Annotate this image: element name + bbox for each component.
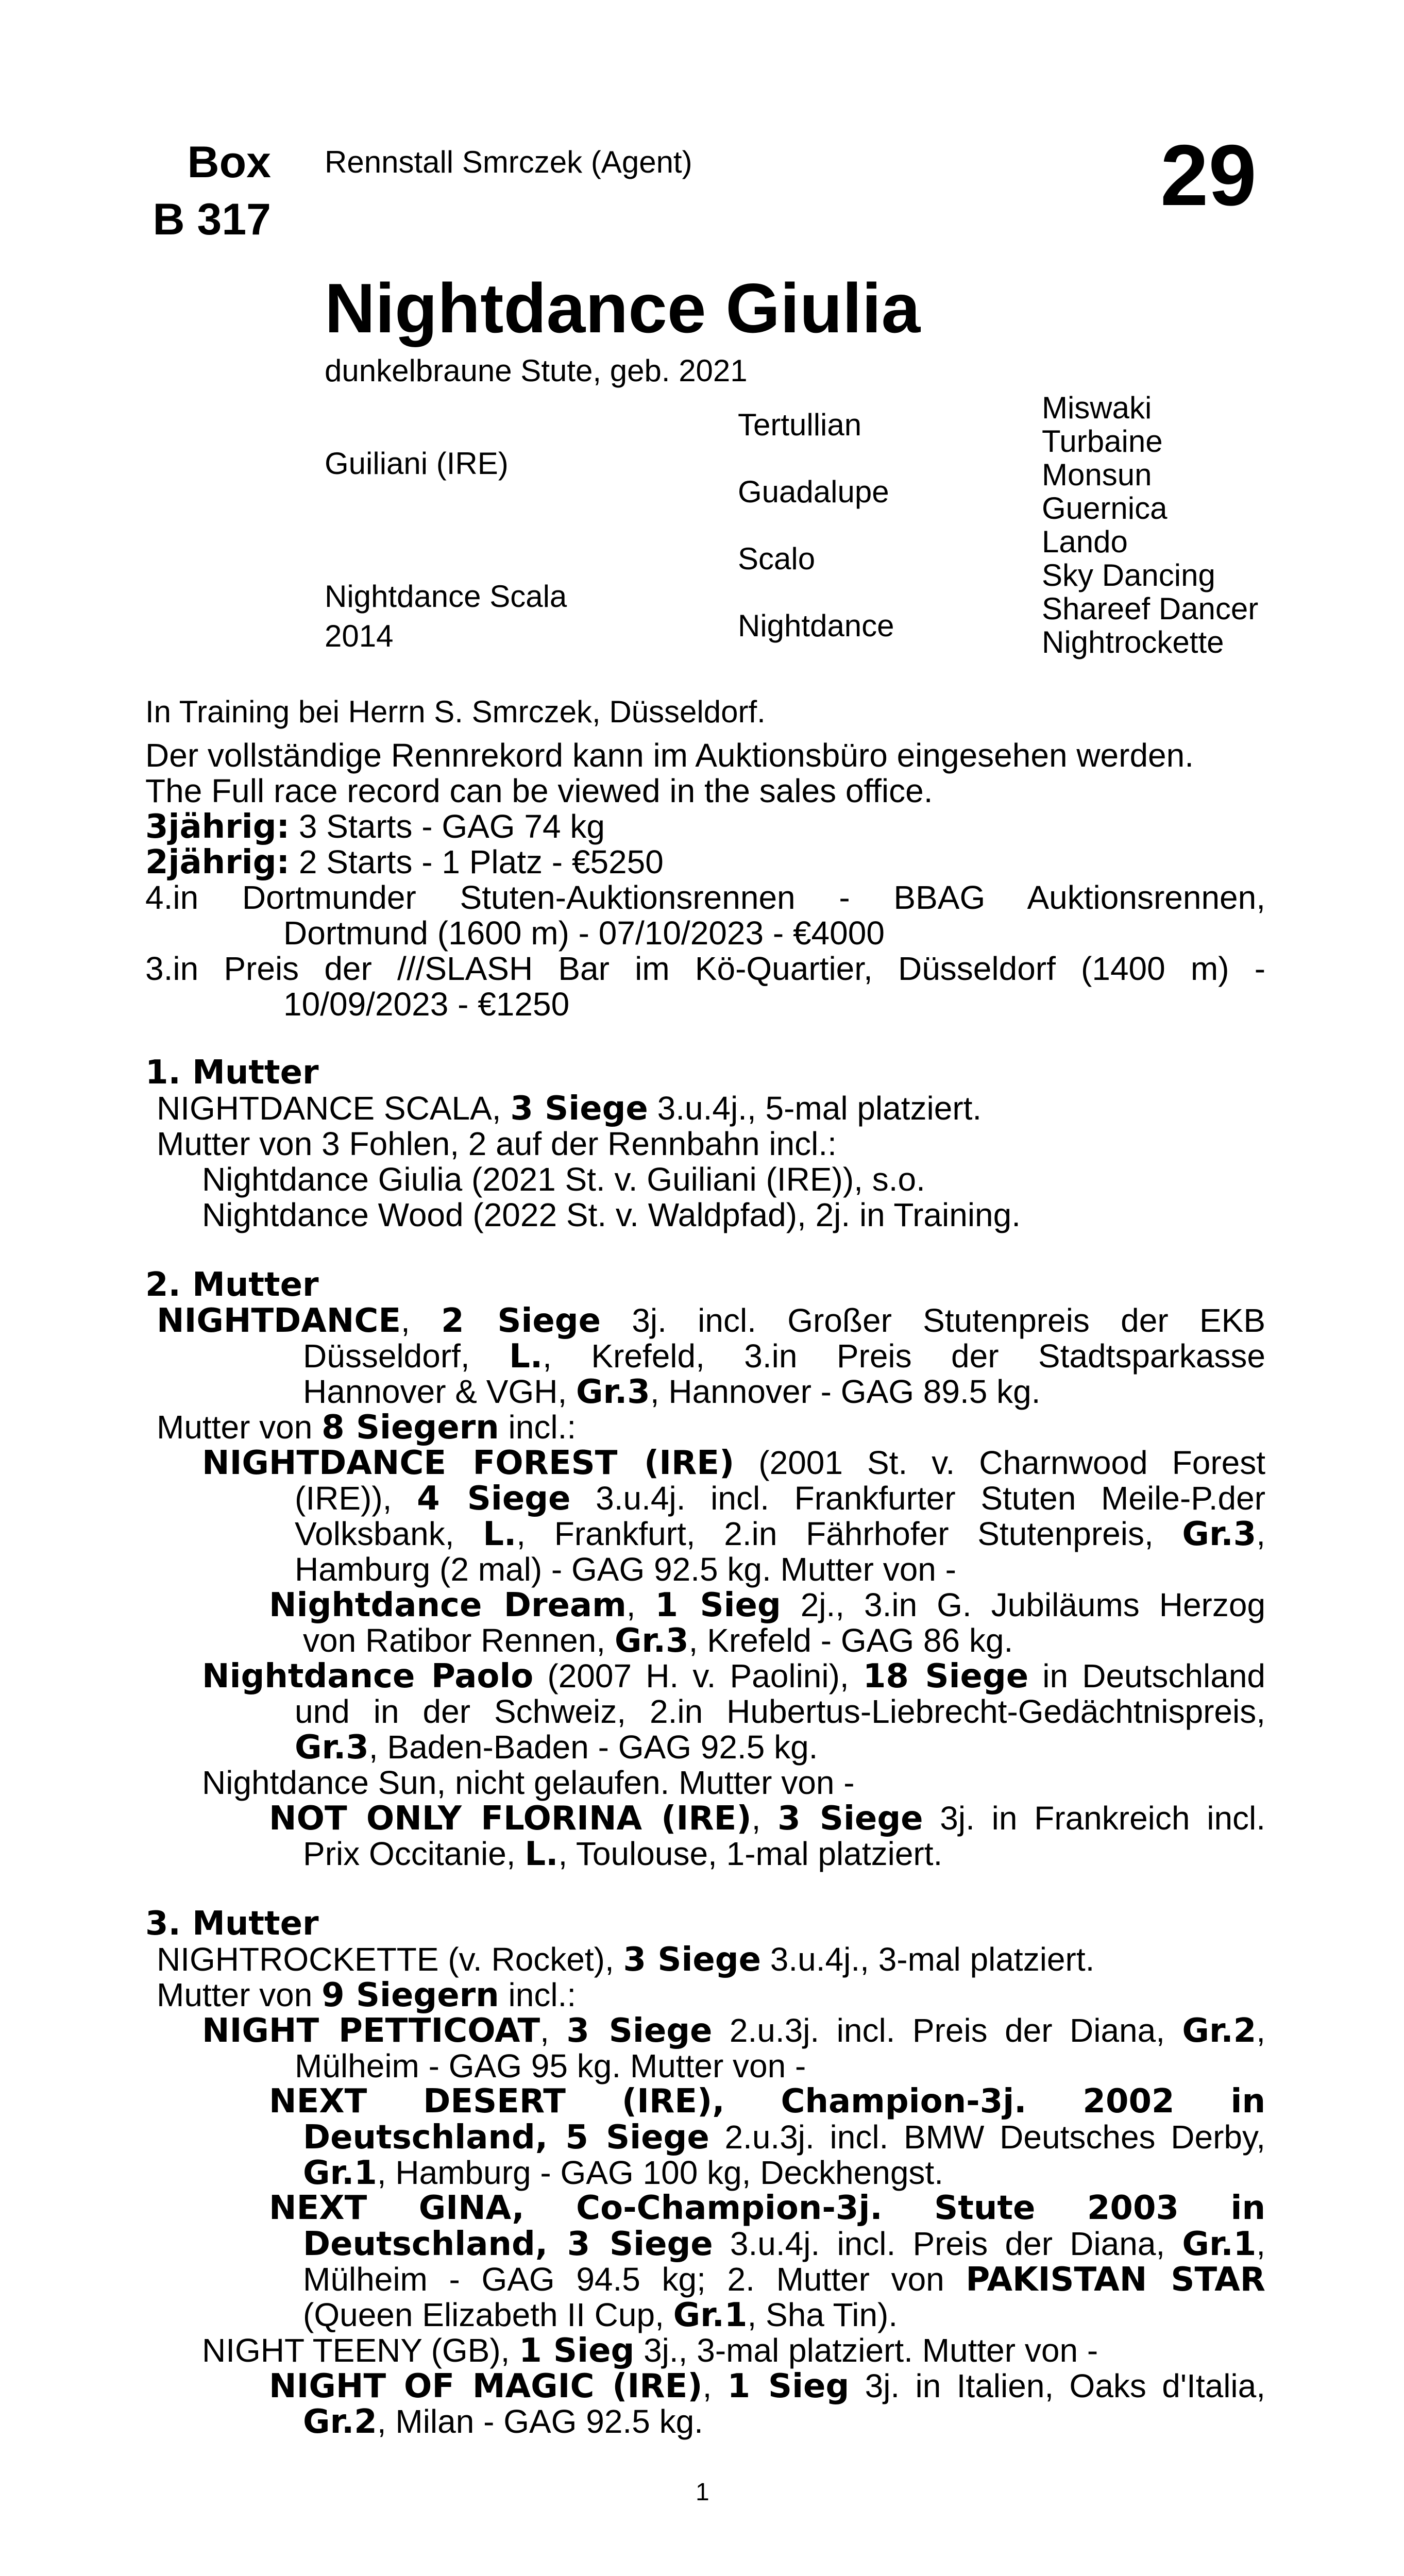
race-result-1: 4.in Dortmunder Stuten-Auktionsrennen - BBAG Auktionsrennen, <box>145 879 1265 916</box>
foal-name: NIGHTDANCE FOREST (IRE) <box>202 1444 735 1482</box>
record-2yo <box>145 844 664 880</box>
pedigree-ggp: Lando <box>1042 524 1128 559</box>
dam2-line <box>303 1374 1041 1410</box>
text: , Baden-Baden - GAG 92.5 kg. <box>368 1728 818 1766</box>
foal-name: NIGHT OF MAGIC (IRE) <box>269 2367 703 2405</box>
text: , Sha Tin). <box>747 2296 898 2333</box>
text: Mülheim - GAG 94.5 kg; 2. Mutter von <box>303 2261 966 2298</box>
text: Prix Occitanie, <box>303 1835 525 1872</box>
foal-name: NIGHT PETTICOAT <box>202 2012 540 2050</box>
text: 3j. in Italien, Oaks d'Italia, <box>849 2367 1266 2404</box>
dam2-produce <box>157 1410 576 1446</box>
text: (IRE)), <box>295 1480 417 1517</box>
pedigree-ggp: Turbaine <box>1042 424 1163 459</box>
record-3yo-text: 3 Starts - GAG 74 kg <box>290 808 605 845</box>
text: 3.u.4j., 3-mal platziert. <box>761 1941 1095 1978</box>
text: in Deutschland <box>1028 1657 1265 1694</box>
text: 3.u.4j. incl. Preis der Diana, <box>713 2225 1182 2262</box>
pedigree-ggp: Nightrockette <box>1042 625 1224 659</box>
box-label: Box <box>187 138 271 187</box>
dam3-produce-item <box>202 2333 1098 2369</box>
box-number: B 317 <box>153 195 271 244</box>
dam2-produce-item: Hamburg (2 mal) - GAG 92.5 kg. Mutter von - <box>295 1551 956 1588</box>
dam3-produce <box>157 1977 576 2013</box>
pedigree-dam: Nightdance Scala <box>325 579 567 614</box>
pedigree-ggp: Shareef Dancer <box>1042 591 1259 626</box>
dam2-heading: 2. Mutter <box>145 1266 319 1304</box>
text: Mutter von <box>157 1976 322 2013</box>
text: incl.: <box>499 1976 577 2013</box>
pedigree-ggp: Monsun <box>1042 457 1152 492</box>
dam1-name: NIGHTDANCE SCALA, <box>157 1090 511 1127</box>
dam1-heading: 1. Mutter <box>145 1054 319 1092</box>
text: 3.u.4j. incl. Frankfurter Stuten Meile-P.der <box>570 1480 1266 1517</box>
race-result-2-detail: 10/09/2023 - €1250 <box>283 986 570 1023</box>
dam1-wins: 3 Siege <box>510 1090 648 1128</box>
pedigree-sire: Guiliani (IRE) <box>325 446 509 481</box>
dam2-produce-item: Nightdance Sun, nicht gelaufen. Mutter von - <box>202 1764 855 1801</box>
dam1-line <box>157 1091 982 1127</box>
dam3-grandproduce: NEXT DESERT (IRE), Champion-3j. 2002 in <box>269 2082 1265 2121</box>
sep: , <box>626 1586 655 1623</box>
dam3-line <box>157 1942 1094 1978</box>
dam2-grandproduce <box>303 1623 1013 1659</box>
horse-name: Nightdance Giulia <box>325 269 921 347</box>
group: Gr.3 <box>614 1622 689 1660</box>
dam2-produce-item <box>295 1481 1265 1517</box>
dam3-grandproduce <box>269 2368 1265 2404</box>
text: , Krefeld - GAG 86 kg. <box>688 1622 1013 1659</box>
dam2-name: NIGHTDANCE <box>157 1302 401 1340</box>
dam2-produce-item <box>295 1516 1265 1552</box>
pedigree-dam-dam: Nightdance <box>738 608 894 643</box>
foal-name: NOT ONLY FLORINA (IRE) <box>269 1800 752 1838</box>
record-2yo-text: 2 Starts - 1 Platz - €5250 <box>290 843 664 880</box>
text: 3j. in Frankreich incl. <box>923 1800 1266 1837</box>
text: Hannover & VGH, <box>303 1373 576 1410</box>
dam1-detail: 3.u.4j., 5-mal platziert. <box>648 1090 982 1127</box>
dam3-produce-item: Mülheim - GAG 95 kg. Mutter von - <box>295 2047 806 2084</box>
dam1-produce: Mutter von 3 Fohlen, 2 auf der Rennbahn incl.: <box>157 1125 837 1162</box>
dam2-produce-item <box>202 1658 1265 1694</box>
record-2yo-label: 2jährig: <box>145 843 290 882</box>
horse-description: dunkelbraune Stute, geb. 2021 <box>325 353 748 388</box>
wins: Deutschland, 3 Siege <box>303 2225 713 2263</box>
pedigree-ggp: Guernica <box>1042 491 1168 526</box>
text: (2001 St. v. Charnwood Forest <box>734 1444 1266 1481</box>
winners: 8 Siegern <box>322 1409 499 1447</box>
consignor: Rennstall Smrczek (Agent) <box>325 145 692 179</box>
group: Gr.2 <box>1182 2012 1257 2050</box>
pedigree-ggp: Sky Dancing <box>1042 558 1215 592</box>
training-info: In Training bei Herrn S. Smrczek, Düsseldorf. <box>145 694 766 729</box>
wins: 1 Sieg <box>727 2367 850 2405</box>
dam2-grandproduce <box>269 1801 1265 1837</box>
wins: Deutschland, 5 Siege <box>303 2119 709 2157</box>
text: , <box>1256 2225 1266 2262</box>
text: , Frankfurt, 2.in Fährhofer Stutenpreis, <box>516 1515 1182 1552</box>
group: Gr.2 <box>303 2403 377 2441</box>
text: , Krefeld, 3.in Preis der Stadtsparkasse <box>543 1337 1265 1375</box>
group: Gr.3 <box>295 1728 369 1767</box>
foal-name: Nightdance Dream <box>269 1586 627 1624</box>
dam2-produce-item: und in der Schweiz, 2.in Hubertus-Liebrecht-Gedächtnispreis, <box>295 1693 1265 1730</box>
race-result-2: 3.in Preis der ///SLASH Bar im Kö-Quartier, Düsseldorf (1400 m) - <box>145 950 1265 987</box>
text: 2j., 3.in G. Jubiläums Herzog <box>781 1586 1266 1623</box>
foal-name: NIGHT TEENY (GB), <box>202 2332 519 2369</box>
record-3yo-label: 3jährig: <box>145 808 290 846</box>
dam2-wins: 2 Siege <box>441 1302 601 1340</box>
listed: L. <box>483 1515 517 1553</box>
text: incl.: <box>499 1409 577 1446</box>
text: Düsseldorf, <box>303 1337 510 1375</box>
dam2-grandproduce <box>303 1836 942 1872</box>
lot-number: 29 <box>1160 127 1257 224</box>
pedigree-sire-dam: Guadalupe <box>738 474 889 509</box>
text: , <box>1256 2012 1266 2049</box>
text: , <box>1256 1515 1266 1552</box>
sep: , <box>401 1302 442 1339</box>
wins: 1 Sieg <box>519 2332 635 2370</box>
dam3-grandproduce <box>303 2404 703 2440</box>
pedigree-sire-sire: Tertullian <box>738 408 862 442</box>
listed: L. <box>525 1835 559 1873</box>
text: , Hannover - GAG 89.5 kg. <box>650 1373 1041 1410</box>
sep: , <box>702 2367 728 2404</box>
page-number: 1 <box>696 2479 709 2506</box>
sep: , <box>751 1800 778 1837</box>
group: Gr.3 <box>576 1373 650 1411</box>
text: 2.u.3j. incl. BMW Deutsches Derby, <box>709 2119 1265 2156</box>
text: Volksbank, <box>295 1515 483 1552</box>
dam2-line <box>157 1303 1265 1339</box>
dam2-produce-item <box>295 1730 818 1766</box>
dam3-grandproduce <box>303 2155 943 2191</box>
record-note-en: The Full race record can be viewed in the sales office. <box>145 772 933 809</box>
group: Gr.1 <box>1182 2225 1257 2263</box>
text: , Hamburg - GAG 100 kg, Deckhengst. <box>377 2154 943 2191</box>
dam2-line <box>303 1338 1265 1375</box>
record-note-de: Der vollständige Rennrekord kann im Auktionsbüro eingesehen werden. <box>145 737 1194 774</box>
dam3-produce-item <box>202 2013 1265 2049</box>
dam1-foal: Nightdance Wood (2022 St. v. Waldpfad), 2j. in Training. <box>202 1196 1021 1233</box>
wins: 3 Siege <box>777 1800 923 1838</box>
text: , Milan - GAG 92.5 kg. <box>377 2403 703 2440</box>
group: Gr.3 <box>1182 1515 1257 1553</box>
dam3-grandproduce <box>303 2297 898 2333</box>
text: 2.u.3j. incl. Preis der Diana, <box>712 2012 1182 2049</box>
text: 3j., 3-mal platziert. Mutter von - <box>634 2332 1098 2369</box>
sep: , <box>540 2012 567 2049</box>
group: Gr.1 <box>673 2296 748 2334</box>
wins: 3 Siege <box>566 2012 713 2050</box>
wins: 4 Siege <box>417 1480 571 1518</box>
text: (2007 H. v. Paolini), <box>533 1657 863 1694</box>
dam2-detail: 3j. incl. Großer Stutenpreis der EKB <box>601 1302 1266 1339</box>
group: Gr.1 <box>303 2154 377 2192</box>
foal-name: Nightdance Paolo <box>202 1657 534 1696</box>
dam3-grandproduce <box>303 2262 1265 2298</box>
record-3yo <box>145 809 605 845</box>
race-result-1-detail: Dortmund (1600 m) - 07/10/2023 - €4000 <box>283 914 885 952</box>
wins: 1 Sieg <box>655 1586 781 1624</box>
dam2-grandproduce <box>269 1587 1265 1623</box>
winners: 9 Siegern <box>322 1976 499 2014</box>
text: Mutter von <box>157 1409 322 1446</box>
wins: 18 Siege <box>862 1657 1029 1696</box>
foal-name: PAKISTAN STAR <box>966 2261 1266 2299</box>
dam3-grandproduce <box>303 2120 1265 2156</box>
text: (Queen Elizabeth II Cup, <box>303 2296 673 2333</box>
dam3-heading: 3. Mutter <box>145 1905 319 1943</box>
dam3-grandproduce <box>303 2226 1265 2262</box>
dam3-grandproduce: NEXT GINA, Co-Champion-3j. Stute 2003 in <box>269 2189 1265 2227</box>
dam3-wins: 3 Siege <box>623 1941 761 1979</box>
dam3-name: NIGHTROCKETTE (v. Rocket), <box>157 1941 623 1978</box>
text: von Ratibor Rennen, <box>303 1622 615 1659</box>
pedigree-dam-sire: Scalo <box>738 541 816 576</box>
dam2-produce-item <box>202 1445 1265 1481</box>
text: , Toulouse, 1-mal platziert. <box>558 1835 943 1872</box>
pedigree-ggp: Miswaki <box>1042 391 1152 425</box>
pedigree-dam-year: 2014 <box>325 619 394 653</box>
dam1-foal: Nightdance Giulia (2021 St. v. Guiliani (IRE)), s.o. <box>202 1161 925 1198</box>
listed: L. <box>509 1337 543 1376</box>
